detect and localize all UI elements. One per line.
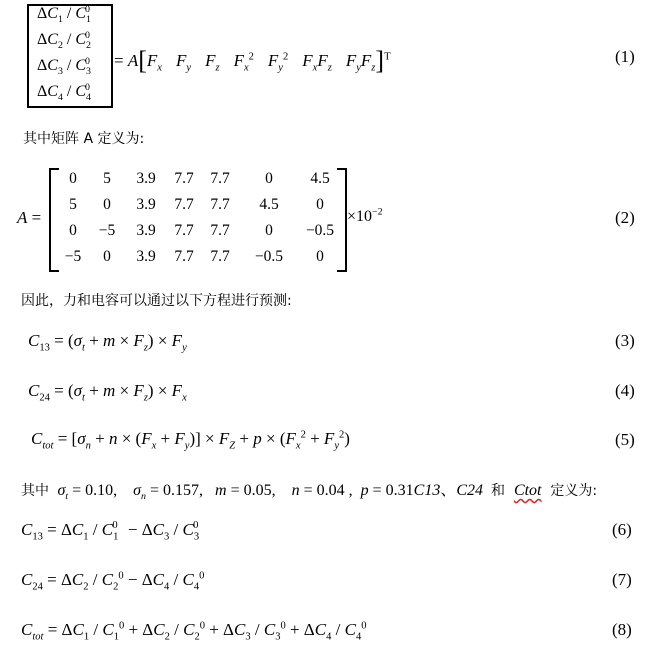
matrix-cell: −5 [64,248,82,265]
matrix-cell: 7.7 [210,222,230,239]
matrix-cell: 0 [103,248,111,265]
eq3: $C_{13} = (\sigma_t + m \times F_z) \times F_y$ [28,331,187,354]
matrix-cell: 3.9 [136,170,156,187]
eq4-number: (4) [615,381,635,400]
matrix-cell: 7.7 [174,170,194,187]
matrix-cell: 7.7 [174,196,194,213]
matrix-cell: 3.9 [136,196,156,213]
matrix-cell: 0 [69,170,77,187]
matrix-cell: 0 [316,196,324,213]
eq7-number: (7) [612,570,632,589]
text-matrix-definition: 其中矩阵 A 定义为: [23,131,145,147]
matrix-cell: 3.9 [136,222,156,239]
matrix-cell: 7.7 [174,248,194,265]
eq1-row-1: $\Delta C_1 / C_1^0$ [37,3,91,26]
text-parameters: 其中 $\sigma_t = 0.10$, $\sigma_n = 0.157$, m = 0.05, n = 0.04 , p = 0.31C13、C24 和 Ctot 定义为: [21,482,598,503]
eq1-row-4: $\Delta C_4 / C_4^0$ [37,81,91,104]
matrix-cell: 0 [316,248,324,265]
matrix-cell: 7.7 [174,222,194,239]
matrix-cell: −5 [98,222,116,239]
eq2-scale: $\times 10^{-2}$ [347,206,383,225]
eq1-row-3: $\Delta C_3 / C_3^0$ [37,55,91,78]
eq8-number: (8) [612,620,632,639]
eq1-number: (1) [615,47,635,66]
matrix-cell: 5 [103,170,111,187]
matrix-cell: −0.5 [305,222,335,239]
matrix-cell: 7.7 [210,248,230,265]
matrix-cell: 4.5 [259,196,279,213]
eq6-number: (6) [612,520,632,539]
eq5-number: (5) [615,430,635,449]
eq1-lhs-vector [27,4,113,108]
matrix-cell: 7.7 [210,196,230,213]
matrix-cell: 0 [265,222,273,239]
eq2-matrix [49,168,347,272]
eq8: $C_{tot} = \Delta C_1 / C_1^0 + \Delta C_2 / C_2^0 + \Delta C_3 / C_3^0 + \Delta C_4 / C_4^0$ [21,620,367,643]
matrix-cell: 3.9 [136,248,156,265]
matrix-cell: 5 [69,196,77,213]
eq5: $C_{tot} = [\sigma_n + n \times (F_x + F_y)] \times F_Z + p \times (F_x^2 + F_y^2)$ [31,429,350,452]
eq1-row-2: $\Delta C_2 / C_2^0$ [37,29,91,52]
eq4: $C_{24} = (\sigma_t + m \times F_z) \times F_x$ [28,381,187,404]
matrix-cell: 0 [69,222,77,239]
matrix-cell: 0 [103,196,111,213]
eq6: $C_{13} = \Delta C_1 / C_1^0 - \Delta C_3 / C_3^0$ [21,520,200,543]
eq2-number: (2) [615,208,635,227]
eq2-lhs: A = [17,208,42,227]
eq7: $C_{24} = \Delta C_2 / C_2^0 - \Delta C_4 / C_4^0$ [21,570,205,593]
matrix-cell: 0 [265,170,273,187]
text-predict: 因此，力和电容可以通过以下方程进行预测: [21,293,292,309]
matrix-cell: −0.5 [254,248,284,265]
matrix-cell: 4.5 [310,170,330,187]
eq1-rhs: = $A[F_x$ $F_y$ $F_z$ $F_x^2$ $F_y^2$ $F_xF_z$ $F_yF_z]^T$ [114,46,391,75]
matrix-cell: 7.7 [210,170,230,187]
eq3-number: (3) [615,331,635,350]
